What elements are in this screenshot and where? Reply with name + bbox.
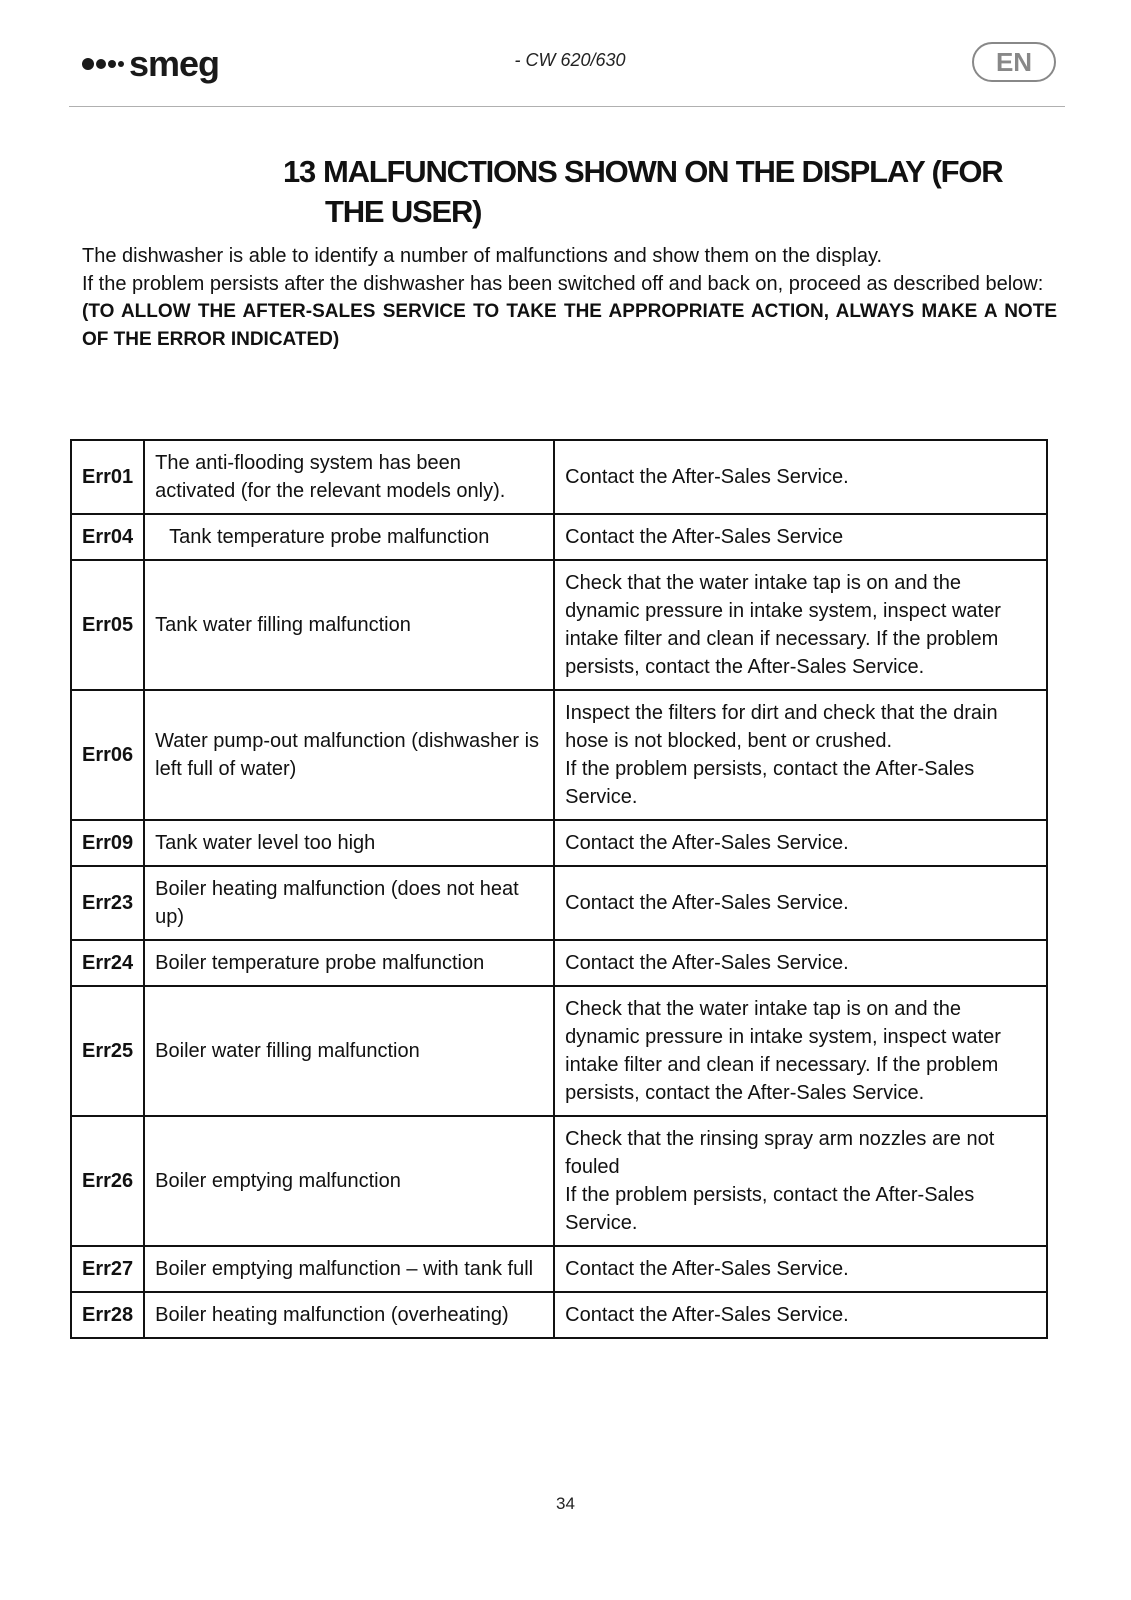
intro-paragraph-1: The dishwasher is able to identify a number of malfunctions and show them on the display.	[82, 245, 883, 267]
smeg-logo	[82, 44, 219, 84]
error-action	[554, 866, 1047, 940]
action-line: Contact the After-Sales Service.	[565, 1304, 849, 1326]
error-table	[70, 439, 1048, 1339]
page-header	[0, 0, 1131, 110]
error-description: Boiler emptying malfunction	[144, 1116, 554, 1246]
table-row	[71, 514, 1047, 560]
intro-text	[82, 242, 1057, 354]
error-action	[554, 1292, 1047, 1338]
table-row	[71, 986, 1047, 1116]
table-row	[71, 1292, 1047, 1338]
error-code: Err26	[71, 1116, 144, 1246]
intro-paragraph-2: If the problem persists after the dishwasher has been switched off and back on, proceed as described below:	[82, 273, 1044, 295]
error-action	[554, 560, 1047, 690]
error-code: Err01	[71, 440, 144, 514]
error-code: Err25	[71, 986, 144, 1116]
table-row	[71, 690, 1047, 820]
action-line: Check that the rinsing spray arm nozzles are not fouled	[565, 1128, 995, 1178]
error-action	[554, 514, 1047, 560]
table-row	[71, 940, 1047, 986]
error-code: Err06	[71, 690, 144, 820]
language-badge: EN	[972, 42, 1056, 82]
page-number: 34	[556, 1494, 575, 1513]
brand-name: smeg	[129, 43, 220, 84]
action-line: Contact the After-Sales Service.	[565, 952, 849, 974]
error-description: Tank water filling malfunction	[144, 560, 554, 690]
action-line: Contact the After-Sales Service.	[565, 892, 849, 914]
action-line: Check that the water intake tap is on and the dynamic pressure in intake system, inspect water intake filter and clean if necessary. If the problem persists, contact the After-Sales Service.	[565, 998, 1001, 1104]
error-code: Err04	[71, 514, 144, 560]
error-action	[554, 440, 1047, 514]
table-row	[71, 820, 1047, 866]
error-description: Boiler water filling malfunction	[144, 986, 554, 1116]
action-line: Contact the After-Sales Service.	[565, 1258, 849, 1280]
error-code: Err24	[71, 940, 144, 986]
action-line: Contact the After-Sales Service	[565, 526, 844, 548]
section-title-line2: THE USER)	[325, 194, 482, 229]
error-action	[554, 1246, 1047, 1292]
header-divider	[69, 106, 1065, 107]
logo-dots-icon	[82, 58, 126, 70]
intro-note: (TO ALLOW THE AFTER-SALES SERVICE TO TAKE THE APPROPRIATE ACTION, ALWAYS MAKE A NOTE OF THE ERROR INDICATED)	[82, 301, 1057, 350]
section-heading	[283, 152, 1063, 232]
error-action	[554, 940, 1047, 986]
error-code: Err28	[71, 1292, 144, 1338]
error-code: Err05	[71, 560, 144, 690]
error-description: Water pump-out malfunction (dishwasher is left full of water)	[144, 690, 554, 820]
error-action	[554, 986, 1047, 1116]
error-description: Boiler temperature probe malfunction	[144, 940, 554, 986]
table-row	[71, 1116, 1047, 1246]
section-number: 13	[283, 154, 316, 189]
table-row	[71, 440, 1047, 514]
action-line: Contact the After-Sales Service.	[565, 832, 849, 854]
action-line: If the problem persists, contact the After-Sales Service.	[565, 758, 975, 808]
error-description: Boiler heating malfunction (overheating)	[144, 1292, 554, 1338]
action-line: Check that the water intake tap is on and the dynamic pressure in intake system, inspect water intake filter and clean if necessary. If the problem persists, contact the After-Sales Service.	[565, 572, 1001, 678]
model-label: - CW 620/630	[514, 50, 626, 70]
error-action	[554, 820, 1047, 866]
action-line: Contact the After-Sales Service.	[565, 466, 849, 488]
error-description: Tank temperature probe malfunction	[144, 514, 554, 560]
error-code: Err27	[71, 1246, 144, 1292]
table-row	[71, 1246, 1047, 1292]
error-description: Boiler emptying malfunction – with tank full	[144, 1246, 554, 1292]
error-description: Tank water level too high	[144, 820, 554, 866]
error-description: The anti-flooding system has been activated (for the relevant models only).	[144, 440, 554, 514]
table-row	[71, 866, 1047, 940]
error-code: Err23	[71, 866, 144, 940]
error-action	[554, 690, 1047, 820]
action-line: If the problem persists, contact the After-Sales Service.	[565, 1184, 975, 1234]
table-row	[71, 560, 1047, 690]
error-action	[554, 1116, 1047, 1246]
error-description: Boiler heating malfunction (does not heat up)	[144, 866, 554, 940]
error-code: Err09	[71, 820, 144, 866]
section-title-line1: MALFUNCTIONS SHOWN ON THE DISPLAY (FOR	[323, 154, 1003, 189]
action-line: Inspect the filters for dirt and check that the drain hose is not blocked, bent or crushed.	[565, 702, 998, 752]
